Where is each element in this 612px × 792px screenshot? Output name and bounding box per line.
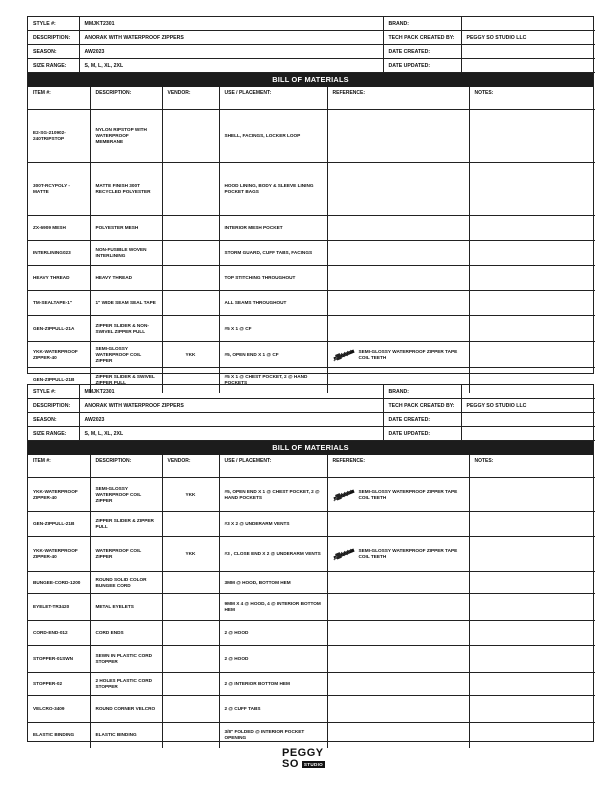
bom-cell-description: NYLON RIPSTOP WITH WATERPROOF MEMBRANE (90, 110, 162, 163)
bom-cell-notes (469, 696, 595, 723)
bom-cell-item: TM-SEALTAPE-1" (28, 291, 90, 316)
bom-cell-reference (327, 537, 469, 572)
bom-row (28, 478, 595, 512)
bom-cell-description: 1" WIDE SEAM SEAL TAPE (90, 291, 162, 316)
bom-cell-reference (327, 316, 469, 342)
bom-cell-use: STORM GUARD, CUFF TABS, FACINGS (219, 241, 327, 266)
style-value: MMJKT2301 (79, 385, 383, 399)
col-notes: NOTES: (469, 455, 595, 478)
bom-cell-description: SEWN IN PLASTIC CORD STOPPER (90, 646, 162, 673)
reference-text: SEMI-GLOSSY WATERPROOF ZIPPER TAPE COIL TEETH (358, 348, 458, 360)
bom-row (28, 266, 595, 291)
bom-row (28, 241, 595, 266)
bom-cell-description: ROUND CORNER VELCRO (90, 696, 162, 723)
bom-row (28, 696, 595, 723)
style-label: STYLE #: (28, 385, 79, 399)
bom-cell-reference (327, 594, 469, 621)
size-value: S, M, L, XL, 2XL (79, 427, 383, 441)
bom-cell-reference (327, 342, 469, 368)
bom-cell-item: VELCRO-3409 (28, 696, 90, 723)
bom-cell-item: YKK-WATERPROOF ZIPPER-40 (28, 478, 90, 512)
bom-cell-item: BUNGEE-CORD-1200 (28, 572, 90, 594)
bom-cell-notes (469, 512, 595, 537)
bom-cell-use: #3 X 2 @ UNDERARM VENTS (219, 512, 327, 537)
reference-swatch (333, 488, 464, 502)
bom-cell-vendor (162, 594, 219, 621)
bom-row (28, 594, 595, 621)
bom-cell-notes (469, 594, 595, 621)
bom-cell-use: 2 @ HOOD (219, 646, 327, 673)
bom-row (28, 512, 595, 537)
bom-cell-vendor (162, 673, 219, 696)
bom-cell-description: SEMI-GLOSSY WATERPROOF COIL ZIPPER (90, 342, 162, 368)
bom-cell-item: YKK-WATERPROOF ZIPPER-40 (28, 342, 90, 368)
bom-row (28, 572, 595, 594)
bom-cell-notes (469, 163, 595, 216)
bom-row (28, 537, 595, 572)
bom-cell-notes (469, 316, 595, 342)
bom-cell-notes (469, 621, 595, 646)
bom-cell-reference (327, 216, 469, 241)
bom-cell-vendor (162, 696, 219, 723)
bom-rows-2 (28, 478, 595, 748)
bom-cell-vendor: YKK (162, 478, 219, 512)
bom-cell-notes (469, 266, 595, 291)
col-description: DESCRIPTION: (90, 87, 162, 110)
bom-cell-use: TOP STITCHING THROUGHOUT (219, 266, 327, 291)
bom-title: BILL OF MATERIALS (28, 73, 593, 87)
size-label: SIZE RANGE: (28, 427, 79, 441)
bom-cell-description: WATERPROOF COIL ZIPPER (90, 537, 162, 572)
date-updated-label: DATE UPDATED: (383, 59, 461, 73)
bom-cell-description: CORD ENDS (90, 621, 162, 646)
bom-cell-item: YKK-WATERPROOF ZIPPER-40 (28, 537, 90, 572)
bom-cell-notes (469, 723, 595, 748)
bom-cell-use: 2 @ HOOD (219, 621, 327, 646)
bom-cell-item: STOPPER-02 (28, 673, 90, 696)
bom-cell-description: 2 HOLES PLASTIC CORD STOPPER (90, 673, 162, 696)
zipper-swatch-icon (333, 348, 355, 362)
bom-cell-reference (327, 266, 469, 291)
col-reference: REFERENCE: (327, 87, 469, 110)
bom-cell-vendor (162, 512, 219, 537)
bom-row (28, 291, 595, 316)
bom-cell-description: NON-FUSIBLE WOVEN INTERLINING (90, 241, 162, 266)
bom-sheet-1 (27, 16, 594, 386)
bom-cell-description: METAL EYELETS (90, 594, 162, 621)
bom-cell-item: 300T-RCYPOLY -MATTE (28, 163, 90, 216)
size-label: SIZE RANGE: (28, 59, 79, 73)
bom-cell-use: SHELL, FACINGS, LOCKER LOOP (219, 110, 327, 163)
bom-cell-vendor: YKK (162, 342, 219, 368)
bom-cell-vendor (162, 316, 219, 342)
bom-row (28, 723, 595, 748)
bom-cell-vendor: YKK (162, 537, 219, 572)
bom-cell-use: #5, OPEN END X 1 @ CHEST POCKET, 2 @ HAND POCKETS (219, 478, 327, 512)
techpack-value: PEGGY SO STUDIO LLC (461, 399, 595, 413)
bom-cell-item: ZX-6909 MESH (28, 216, 90, 241)
techpack-value: PEGGY SO STUDIO LLC (461, 31, 595, 45)
bom-row (28, 342, 595, 368)
peggy-so-logo (282, 748, 332, 782)
bom-cell-reference (327, 163, 469, 216)
description-label: DESCRIPTION: (28, 399, 79, 413)
bom-row (28, 110, 595, 163)
bom-cell-use: 3MM @ HOOD, BOTTOM HEM (219, 572, 327, 594)
date-created-value (461, 45, 595, 59)
bom-cell-vendor (162, 646, 219, 673)
style-value: MMJKT2301 (79, 17, 383, 31)
bom-cell-reference (327, 478, 469, 512)
bom-cell-item: INTERLINING023 (28, 241, 90, 266)
bom-cell-notes (469, 537, 595, 572)
bom-cell-item: STOPPER-01SWN (28, 646, 90, 673)
bom-cell-description: ELASTIC BINDING (90, 723, 162, 748)
techpack-label: TECH PACK CREATED BY: (383, 399, 461, 413)
bom-cell-vendor (162, 241, 219, 266)
col-vendor: VENDOR: (162, 87, 219, 110)
bom-sheet-2 (27, 384, 594, 742)
bom-cell-item: HEAVY THREAD (28, 266, 90, 291)
bom-cell-vendor (162, 621, 219, 646)
header-table-2 (28, 385, 595, 441)
bom-table-2 (28, 455, 595, 748)
season-label: SEASON: (28, 413, 79, 427)
bom-cell-description: ROUND SOLID COLOR BUNGEE CORD (90, 572, 162, 594)
bom-table-1 (28, 87, 595, 393)
brand-value (461, 385, 595, 399)
bom-row (28, 673, 595, 696)
bom-cell-description: ZIPPER SLIDER & NON-SWIVEL ZIPPER PULL (90, 316, 162, 342)
bom-cell-reference (327, 646, 469, 673)
bom-cell-description: MATTE FINISH 300T RECYCLED POLYESTER (90, 163, 162, 216)
zipper-swatch-icon (333, 547, 355, 561)
bom-cell-item: EYELET-TR3420 (28, 594, 90, 621)
bom-cell-item: ELASTIC BINDING (28, 723, 90, 748)
bom-cell-use: #5 X 1 @ CHEST POCKET, 2 @ HAND POCKETS (219, 368, 327, 393)
brand-label: BRAND: (383, 17, 461, 31)
bom-cell-item: GEN-ZIPPULL-21A (28, 316, 90, 342)
bom-cell-use: #3 , CLOSE END X 2 @ UNDERARM VENTS (219, 537, 327, 572)
bom-cell-vendor (162, 723, 219, 748)
bom-rows-1 (28, 110, 595, 393)
bom-cell-reference (327, 673, 469, 696)
reference-text: SEMI-GLOSSY WATERPROOF ZIPPER TAPE COIL TEETH (358, 488, 458, 500)
col-use: USE / PLACEMENT: (219, 87, 327, 110)
bom-cell-reference (327, 696, 469, 723)
date-created-label: DATE CREATED: (383, 45, 461, 59)
reference-swatch (333, 547, 464, 561)
bom-cell-notes (469, 291, 595, 316)
bom-cell-notes (469, 241, 595, 266)
bom-cell-vendor (162, 163, 219, 216)
bom-cell-use: 2 @ INTERIOR BOTTOM HEM (219, 673, 327, 696)
zipper-swatch-icon (333, 488, 355, 502)
bom-cell-use: 3/8" FOLDED @ INTERIOR POCKET OPENING (219, 723, 327, 748)
col-notes: NOTES: (469, 87, 595, 110)
bom-cell-item: GEN-ZIPPULL-21B (28, 368, 90, 393)
bom-cell-use: ALL SEAMS THROUGHOUT (219, 291, 327, 316)
brand-label: BRAND: (383, 385, 461, 399)
description-label: DESCRIPTION: (28, 31, 79, 45)
date-updated-value (461, 59, 595, 73)
bom-cell-reference (327, 241, 469, 266)
bom-cell-notes (469, 572, 595, 594)
description-value: ANORAK WITH WATERPROOF ZIPPERS (79, 399, 383, 413)
bom-title: BILL OF MATERIALS (28, 441, 593, 455)
bom-cell-description: HEAVY THREAD (90, 266, 162, 291)
bom-cell-notes (469, 342, 595, 368)
season-label: SEASON: (28, 45, 79, 59)
bom-cell-item: E2-SG-210902-240TRIPSTOP (28, 110, 90, 163)
techpack-label: TECH PACK CREATED BY: (383, 31, 461, 45)
bom-cell-notes (469, 110, 595, 163)
bom-cell-reference (327, 723, 469, 748)
season-value: AW2023 (79, 45, 383, 59)
header-table-1 (28, 17, 595, 73)
date-updated-label: DATE UPDATED: (383, 427, 461, 441)
col-vendor: VENDOR: (162, 455, 219, 478)
logo-studio-tag: STUDIO (303, 762, 324, 767)
bom-cell-use: 2 @ CUFF TABS (219, 696, 327, 723)
reference-text: SEMI-GLOSSY WATERPROOF ZIPPER TAPE COIL TEETH (358, 548, 458, 559)
col-reference: REFERENCE: (327, 455, 469, 478)
logo-row (282, 759, 332, 770)
bom-row (28, 216, 595, 241)
bom-cell-description: ZIPPER SLIDER & SWIVEL ZIPPER PULL (90, 368, 162, 393)
logo-word-bottom: SO (282, 758, 299, 770)
bom-cell-vendor (162, 291, 219, 316)
bom-cell-item: CORD-END-012 (28, 621, 90, 646)
logo-word-top: PEGGY (282, 747, 324, 759)
bom-cell-notes (469, 216, 595, 241)
col-item: ITEM #: (28, 455, 90, 478)
bom-cell-reference (327, 291, 469, 316)
date-created-label: DATE CREATED: (383, 413, 461, 427)
bom-cell-reference (327, 572, 469, 594)
size-value: S, M, L, XL, 2XL (79, 59, 383, 73)
bom-row (28, 646, 595, 673)
bom-cell-notes (469, 673, 595, 696)
bom-row (28, 316, 595, 342)
style-label: STYLE #: (28, 17, 79, 31)
brand-value (461, 17, 595, 31)
col-description: DESCRIPTION: (90, 455, 162, 478)
bom-cell-reference (327, 110, 469, 163)
bom-cell-description: ZIPPER SLIDER & ZIPPER PULL (90, 512, 162, 537)
description-value: ANORAK WITH WATERPROOF ZIPPERS (79, 31, 383, 45)
date-updated-value (461, 427, 595, 441)
bom-cell-reference (327, 621, 469, 646)
bom-cell-description: SEMI-GLOSSY WATERPROOF COIL ZIPPER (90, 478, 162, 512)
col-item: ITEM #: (28, 87, 90, 110)
bom-cell-vendor (162, 266, 219, 291)
bom-cell-reference (327, 512, 469, 537)
bom-cell-item: GEN-ZIPPULL-21B (28, 512, 90, 537)
bom-cell-notes (469, 478, 595, 512)
bom-cell-use: INTERIOR MESH POCKET (219, 216, 327, 241)
bom-cell-notes (469, 646, 595, 673)
bom-row (28, 621, 595, 646)
season-value: AW2023 (79, 413, 383, 427)
bom-cell-use: #5, OPEN END X 1 @ CF (219, 342, 327, 368)
bom-row (28, 163, 595, 216)
bom-cell-use: HOOD LINING, BODY & SLEEVE LINING POCKET BAGS (219, 163, 327, 216)
bom-cell-use: 9MM X 4 @ HOOD, 4 @ INTERIOR BOTTOM HEM (219, 594, 327, 621)
bom-cell-description: POLYESTER MESH (90, 216, 162, 241)
bom-cell-use: #5 X 1 @ CF (219, 316, 327, 342)
bom-cell-vendor (162, 110, 219, 163)
col-use: USE / PLACEMENT: (219, 455, 327, 478)
bom-cell-vendor (162, 572, 219, 594)
reference-swatch (333, 348, 464, 362)
bom-cell-vendor (162, 216, 219, 241)
date-created-value (461, 413, 595, 427)
